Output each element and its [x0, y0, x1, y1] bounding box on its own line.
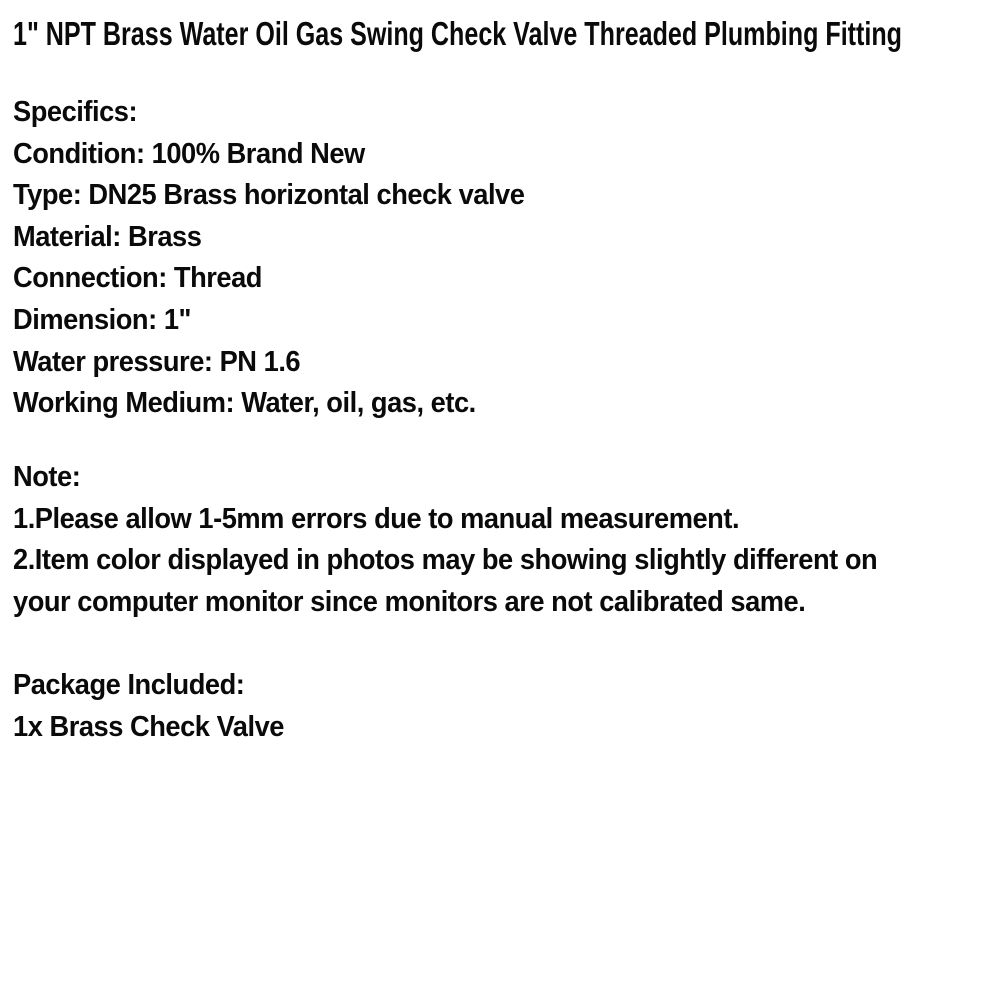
- spec-working-medium: Working Medium: Water, oil, gas, etc.: [13, 387, 476, 420]
- spec-connection: Connection: Thread: [13, 262, 262, 295]
- spec-water-pressure: Water pressure: PN 1.6: [13, 345, 301, 378]
- spec-condition: Condition: 100% Brand New: [13, 137, 365, 170]
- note-line-1: 1.Please allow 1-5mm errors due to manual measurement.: [13, 502, 740, 535]
- section-note-heading: Note:: [13, 461, 81, 493]
- product-title: [13, 12, 1000, 56]
- spec-material: Material: Brass: [13, 220, 202, 253]
- section-package: [13, 665, 284, 748]
- section-note: [13, 457, 877, 623]
- section-specifics-heading: Specifics:: [13, 96, 138, 128]
- package-item: 1x Brass Check Valve: [13, 710, 284, 743]
- note-line-2-wrap: your computer monitor since monitors are not calibrated same.: [13, 585, 806, 618]
- spec-type: Type: DN25 Brass horizontal check valve: [13, 179, 525, 212]
- section-specifics: [13, 92, 524, 425]
- note-line-2: 2.Item color displayed in photos may be showing slightly different on: [13, 544, 878, 577]
- product-title-text: 1" NPT Brass Water Oil Gas Swing Check Valve Threaded Plumbing Fitting: [13, 15, 902, 52]
- section-package-heading: Package Included:: [13, 669, 245, 701]
- spec-dimension: Dimension: 1": [13, 303, 191, 336]
